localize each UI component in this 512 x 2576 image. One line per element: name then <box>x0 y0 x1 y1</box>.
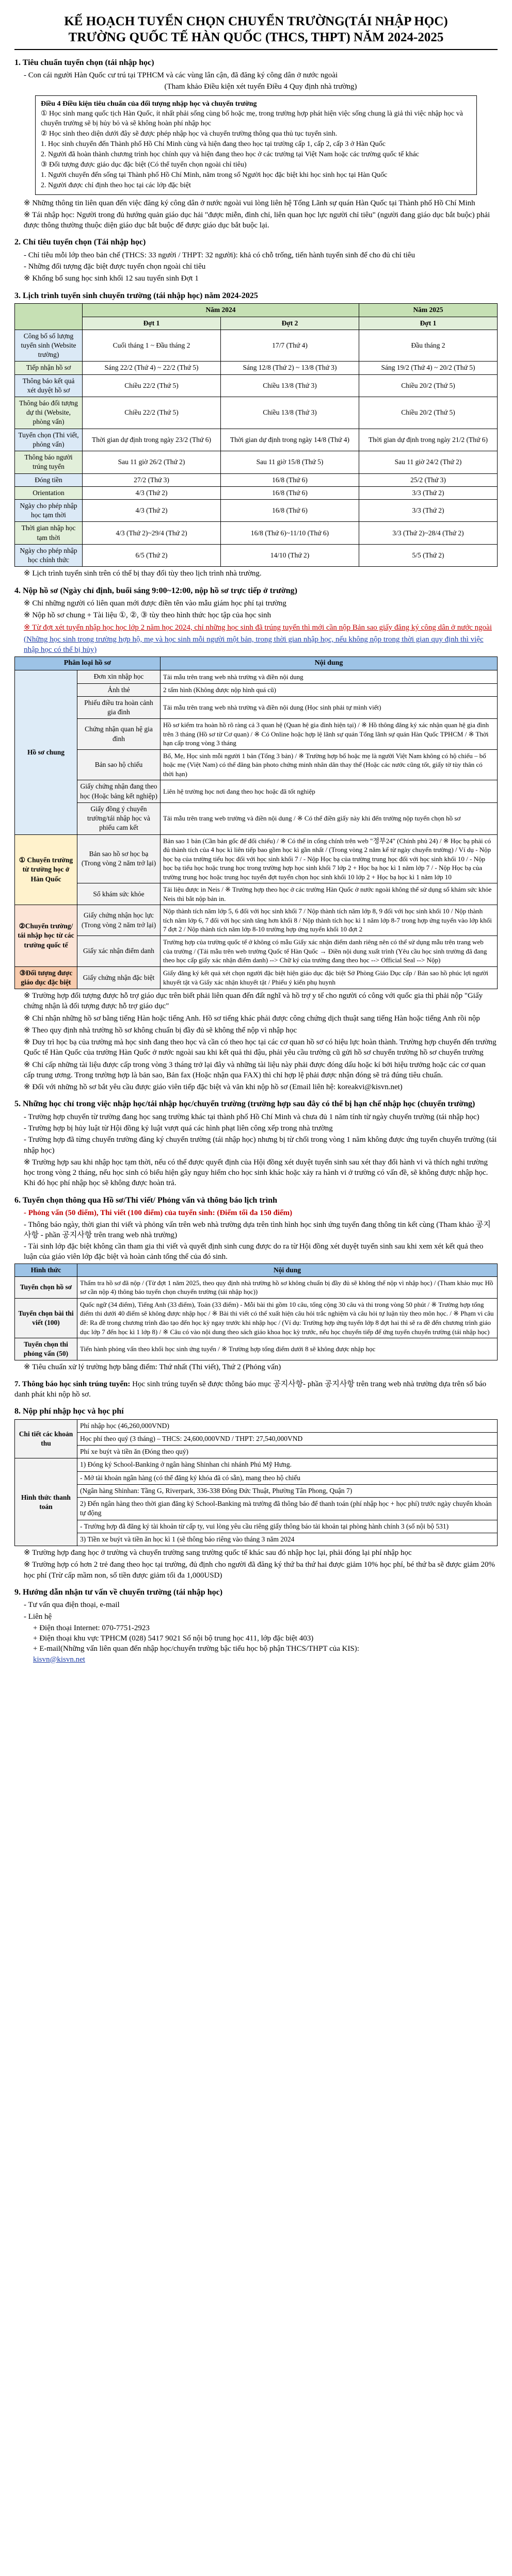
fee-line: Phí xe buýt và tiền ăn (Đóng theo quý) <box>77 1446 498 1458</box>
selection-content: Thẩm tra hồ sơ đã nộp / (Từ đợt 1 năm 2025, theo quy định nhà trường hồ sơ không chuẩn bị đầy đủ sẽ không thể nộp vì nhập học) / (Tham khảo mục Hồ sơ cần nộp 4) thông báo tuyển chọn chuyển trường (tái nhập học)) <box>77 1276 498 1298</box>
documents-kind: Phiếu điều tra hoàn cảnh gia đình <box>77 696 161 718</box>
title-divider <box>14 49 498 50</box>
schedule-cell: 3/3 (Thứ 2) <box>359 500 498 522</box>
documents-content-text: Liên hệ trường học nơi đang theo học hoặc đã tốt nghiệp <box>163 787 315 795</box>
selection-row <box>15 1276 498 1298</box>
s4-note-1: ※ Chỉ những người có liên quan mới được điền tên vào mẫu giám học phí tại trường <box>24 599 286 608</box>
s1-line-1: - Con cái người Hàn Quốc cư trú tại TPHCM và các vùng lân cận, đã đăng ký công dân ở nước ngoài <box>24 71 338 80</box>
schedule-cell: 5/5 (Thứ 2) <box>359 544 498 566</box>
schedule-cell: Thời gian dự định trong ngày 21/2 (Thứ 6) <box>359 429 498 451</box>
contact-email-link[interactable]: kisvn@kisvn.net <box>33 1655 85 1664</box>
documents-group-label: ③Đối tượng được giáo dục đặc biệt <box>15 966 77 989</box>
documents-content-text: 2 tấm hình (Không được nộp hình quá cũ) <box>163 685 276 694</box>
s4-footnote: ※ Chỉ cấp những tài liệu được cấp trong vòng 3 tháng trở lại đây và những tài liệu này phải được đóng dấu hoặc kí bởi hiệu trưởng hoặc các cơ quan cấp trung ương. Trong trường hợp là bản sao, Bản fax (Hoặc nhận qua FAX) thì chỉ hợp lệ phải được nhận đóng sẽ trả đúng tiêu chuẩn. <box>24 1060 486 1079</box>
schedule-cell: 25/2 (Thứ 3) <box>359 473 498 486</box>
documents-content <box>161 696 498 718</box>
schedule-table <box>14 303 498 567</box>
documents-kind: Đơn xin nhập học <box>77 670 161 683</box>
fee-row <box>15 1520 498 1533</box>
documents-content <box>161 670 498 683</box>
fee-line: 3) Tiền xe buýt và tiền ăn học kì 1 (sẽ thông báo riêng vào tháng 3 năm 2024 <box>77 1533 498 1546</box>
fee-row <box>15 1419 498 1432</box>
s5-line: - Trường hợp chuyển từ trường đang học sang trường khác tại thành phố Hồ Chí Minh và chưa đủ 1 năm tính từ ngày chuyển trường (tái nhập học) <box>24 1112 479 1121</box>
s4-footnote: ※ Theo quy định nhà trường hồ sơ không chuẩn bị đầy đủ sẽ không thể nộp vì nhập học <box>24 1026 297 1035</box>
section-7-heading: 7. Thông báo học sinh trúng tuyển: <box>14 1380 131 1388</box>
section-9-heading: 9. Hướng dẫn nhận tư vấn về chuyển trường (tái nhập học) <box>14 1587 223 1597</box>
s6-note: ※ Tiêu chuẩn xử lý trường hợp bằng điểm: Thứ nhất (Thi viết), Thứ 2 (Phỏng vấn) <box>24 1363 281 1372</box>
schedule-year-2024: Năm 2024 <box>83 304 359 317</box>
schedule-row-header: Ngày cho phép nhập học chính thức <box>15 544 83 566</box>
documents-kind: Giấy chứng nhận học lực (Trong vòng 2 năm trở lại) <box>77 905 161 936</box>
schedule-row-header: Đóng tiền <box>15 473 83 486</box>
schedule-corner <box>15 304 83 330</box>
regulation-line: ③ Đối tượng được giáo dục đặc biệt (Có thể tuyển chọn ngoài chỉ tiêu) <box>41 160 247 169</box>
documents-content-text: Tải mẫu trên trang web trường và điền nội dung / ※ Có thể điền giấy này khi đến trường nộp tuyển chọn hồ sơ <box>163 814 461 823</box>
documents-row <box>15 780 498 802</box>
regulation-line: 2. Người được chỉ định theo học tại các lớp đặc biệt <box>41 181 191 189</box>
documents-content-text: Hồ sơ kiểm tra hoàn hồ rõ ràng cả 3 quan hệ (Quan hệ gia đình hiện tại) / ※ Hồ thông đăng ký xác nhận quan hệ gia đình trên 3 tháng (Hồ sơ từ Cơ quan) / ※ Có Online hoặc hợp lệ lãnh sự quán Tổng lãnh sự quán Hàn Quốc TPHCM / ※ Thời hạn cấp trong vòng 3 tháng <box>163 721 489 747</box>
schedule-cell: Chiều 22/2 (Thứ 5) <box>83 374 221 397</box>
schedule-cell: Thời gian dự định trong ngày 23/2 (Thứ 6) <box>83 429 221 451</box>
selection-row <box>15 1298 498 1338</box>
fee-row <box>15 1498 498 1520</box>
documents-content-text: Nộp thành tích năm lớp 5, 6 đối với học sinh khối 7 / Nộp thành tích năm lớp 8, 9 đối với học sinh khối 10 / Nộp thành tích năm lớp 6, 7 đối với học sinh tăng hơn khối 8 / Nộp thành tích học kì 1 năm lớp 8-7 trong hợp ứng tuyển vào lớp khối 7 đợt 2 / Nộp thành tích năm lớp 8-10 trường hợp ứng tuyển khối 10 đợt 2 <box>163 907 492 933</box>
section-4-heading: 4. Nộp hồ sơ (Ngày chỉ định, buổi sáng 9:00~12:00, nộp hồ sơ trực tiếp ở trường) <box>14 586 297 595</box>
s6-line-1: - Thông báo ngày, thời gian thi viết và phỏng vấn trên web nhà trường dựa trên tình hình học sinh ứng tuyển đang thông tin kết cùng (Tham khảo 공지사항 - phần 공지사항 trên trang web nhà trường) <box>24 1220 491 1239</box>
schedule-cell: Đầu tháng 2 <box>359 330 498 362</box>
documents-content <box>161 802 498 834</box>
s6-score-line: - Phỏng vấn (50 điểm), Thi viết (100 điểm) của tuyển sinh: (Điểm tối đa 150 điểm) <box>24 1209 293 1218</box>
documents-content-text: Tải liệu được in Neis / ※ Trường hợp theo học ở các trường Hàn Quốc ở nước ngoài không thể sử dụng sổ khám sức khỏe Neis thì bắt nộp bản in. <box>163 885 492 903</box>
s2-note: ※ Khống bổ sung học sinh khối 12 sau tuyển sinh Đợt 1 <box>24 274 199 283</box>
fee-row <box>15 1446 498 1458</box>
documents-content-text: Bản sao 1 bản (Cần bản gốc để đối chiếu) / ※ Có thể in cổng chính trên web "정부24" (Chính phủ 24) / ※ Học bạ phải có đủ thành tích của 4 học kì liên tiếp bao gồm học kì gần nhất / (Trong vòng 2 năm kể từ ngày chuyển trường) / Ví dụ - Nộp học bạ của trường tiểu học đối với học sinh khối 7 / - Nộp Học bạ của trường trung học đối với học sinh khối 10 / - Nộp học bạ tiểu học hoặc trung học trong trường hợp học sinh khối 7 lớp 2 + Học bạ học kì 1 năm lớp 7 / - Nộp Học bạ của trường trung học hoặc trung học tuyển đợt tuyển chọn học sinh khối 10 lớp 2 + Học bạ học kì 1 năm lớp 10 <box>163 836 491 881</box>
s4-footnote: ※ Đối với những hồ sơ bắt yêu cầu được giáo viên tiếp đặc biệt và văn khi nộp hồ sơ (Email liên hệ: koreakvi@kisvn.net) <box>24 1083 403 1092</box>
title-line-1: KẾ HOẠCH TUYỂN CHỌN CHUYỂN TRƯỜNG(TÁI NHẬP HỌC) <box>64 14 448 28</box>
schedule-cell: 4/3 (Thứ 2) <box>83 486 221 499</box>
s1-note-2: ※ Tái nhập học: Người trong đủ hướng quản giáo dục hải "được miễn, đình chỉ, liên quan học lực người chỉ tiêu" (người đang giáo dục bắt buộc) phải được thông thường thuộc diện giáo dục bắt buộc để được giáo dục bắt buộc lại. <box>24 210 490 230</box>
documents-content <box>161 683 498 696</box>
schedule-row <box>15 544 498 566</box>
selection-form: Tuyển chọn thi phỏng vấn (50) <box>15 1338 77 1360</box>
section-7 <box>14 1379 498 1400</box>
documents-group-label: ②Chuyển trường/ tái nhập học từ các trường quốc tế <box>15 905 77 966</box>
documents-content <box>161 936 498 967</box>
schedule-cell: Chiều 13/8 (Thứ 3) <box>221 397 359 429</box>
documents-kind: Chứng nhận quan hệ gia đình <box>77 719 161 750</box>
contact-line: + Điện thoại Internet: 070-7751-2923 <box>33 1623 150 1632</box>
documents-kind: Giấy chứng nhận đang theo học (Hoặc bảng kết nghiệp) <box>77 780 161 802</box>
fee-row <box>15 1484 498 1497</box>
schedule-row-header: Orientation <box>15 486 83 499</box>
documents-row <box>15 802 498 834</box>
schedule-cell: Chiều 22/2 (Thứ 5) <box>83 397 221 429</box>
schedule-cell: Sáng 22/2 (Thứ 4) ~ 22/2 (Thứ 5) <box>83 362 221 374</box>
documents-content <box>161 719 498 750</box>
s8-note: ※ Trường hợp có hơn 2 trẻ đang theo học tại trường, đủ định cho người đã đăng ký thứ ba thứ hai được giảm 10% học phí, bé thứ ba sẽ được giảm 20% học phí (Trừ cấp mầm non, số tiền được giảm tối đa 1,000USD) <box>24 1561 495 1580</box>
s4-footnote: ※ Trường hợp đối tượng được hỗ trợ giáo dục trên biết phải liên quan đến đất nghĩ và hồ trợ y tế cho người có công với quốc gia thì phải nộp "Giấy chứng nhận là đối tượng được hỗ trợ giáo dục" <box>24 992 483 1011</box>
schedule-cell: Thời gian dự định trong ngày 14/8 (Thứ 4) <box>221 429 359 451</box>
schedule-cell: 3/3 (Thứ 2)~28/4 (Thứ 2) <box>359 522 498 544</box>
documents-content <box>161 780 498 802</box>
selection-content-header: Nội dung <box>77 1264 498 1276</box>
schedule-cell: Cuối tháng 1 ~ Đầu tháng 2 <box>83 330 221 362</box>
schedule-cell: 14/10 (Thứ 2) <box>221 544 359 566</box>
documents-row <box>15 719 498 750</box>
s4-red-note: ※ Từ đợt xét tuyển nhập học học lớp 2 năm học 2024, chỉ những học sinh đã trúng tuyển thì mới cần nộp Bản sao giấy đăng ký công dân ở nước ngoài <box>24 623 492 632</box>
documents-content-text: Tải mẫu trên trang web nhà trường và điền nội dung (Học sinh phải tự mình viết) <box>163 703 381 712</box>
s9-line-2: - Liên hệ <box>24 1612 52 1621</box>
section-8-heading: 8. Nộp phí nhập học và học phí <box>14 1407 124 1416</box>
section-3-heading: 3. Lịch trình tuyển sinh chuyển trường (tái nhập học) năm 2024-2025 <box>14 291 258 300</box>
documents-row <box>15 936 498 967</box>
s4-footnote: ※ Duy trì học bạ của trường mà học sinh đang theo học và cần có theo học tại các cơ quan hồ sơ có hiệu lực hoàn thành. Trường hợp chuyển đến trường Quốc tế Hàn Quốc của trường Hàn Quốc ở nước ngoài sau khi kết quả thi đậu, phải yêu cầu trường cũ gửi hồ sơ chuyển trường hồ sơ chuyển trường <box>24 1038 497 1057</box>
regulation-line: ① Học sinh mang quốc tịch Hàn Quốc, ít nhất phải sống cùng bố hoặc mẹ, trong trường hợp phát hiện việc sống chung là giả thì việc nhập học và chuyển trường sẽ bị hủy bỏ và sẽ không hoàn phí nhập học <box>41 110 463 128</box>
s1-note-1: ※ Những thông tin liên quan đến việc đăng ký công dân ở nước ngoài vui lòng liên hệ Tổng Lãnh sự quán Hàn Quốc tại Thành phố Hồ Chí Minh <box>24 199 475 207</box>
schedule-row <box>15 522 498 544</box>
schedule-row <box>15 486 498 499</box>
schedule-round-1: Đợt 1 <box>83 317 221 330</box>
documents-kind: Giấy chứng nhận đặc biệt <box>77 966 161 989</box>
selection-row <box>15 1338 498 1360</box>
documents-kind: Giấy đồng ý chuyển trường/tái nhập học và phiếu cam kết <box>77 802 161 834</box>
schedule-cell: 6/5 (Thứ 2) <box>83 544 221 566</box>
fee-line: 1) Đóng ký School-Banking ở ngân hàng Shinhan chi nhánh Phú Mỹ Hưng. <box>77 1458 498 1471</box>
regulation-line: 1. Học sinh chuyển đến Thành phố Hồ Chí Minh cùng và hiện đang theo học tại trường cấp 1, cấp 2, cấp 3 ở Hàn Quốc <box>41 140 386 149</box>
fee-line: Phí nhập học (46,260,000VND) <box>77 1419 498 1432</box>
documents-kind: Sổ khám sức khỏe <box>77 883 161 905</box>
schedule-cell: 3/3 (Thứ 2) <box>359 486 498 499</box>
schedule-row <box>15 451 498 473</box>
schedule-cell: 17/7 (Thứ 4) <box>221 330 359 362</box>
documents-kind: Giấy xác nhận điểm danh <box>77 936 161 967</box>
regulation-title: Điều 4 Điều kiện tiêu chuẩn của đối tượng nhập học và chuyển trường <box>41 100 257 108</box>
documents-row <box>15 670 498 683</box>
documents-kind: Bản sao hồ sơ học bạ (Trong vòng 2 năm trở lại) <box>77 834 161 883</box>
section-1-heading: 1. Tiêu chuẩn tuyển chọn (tái nhập học) <box>14 58 154 67</box>
regulation-line: ② Học sinh theo diện dưới đây sẽ được phép nhập học và chuyển trường thông qua thủ tục tuyển sinh. <box>41 130 338 138</box>
fee-line: (Ngân hàng Shinhan: Tầng G, Riverpark, 336-338 Đông Đức Thuật, Phường Tân Phong, Quận 7) <box>77 1484 498 1497</box>
documents-content-text: Bố, Mẹ, Học sinh mỗi người 1 bản (Tổng 3 bản) / ※ Trường hợp bố hoặc mẹ là người Việt Nam không có hộ chiếu – bố hoặc mẹ (Việt Nam) có thể đăng bản photo chứng minh nhân dân thay thế (Hoặc các nước cũng tốt, giấy tờ tùy thân có thời hạn) <box>163 751 486 778</box>
regulation-box <box>35 95 477 195</box>
schedule-cell: Sáng 12/8 (Thứ 2) ~ 13/8 (Thứ 3) <box>221 362 359 374</box>
documents-group-label: ① Chuyển trường từ trường học ở Hàn Quốc <box>15 834 77 905</box>
fee-row <box>15 1433 498 1446</box>
s1-line-2: (Tham khảo Điều kiện xét tuyển Điều 4 Quy định nhà trường) <box>164 83 357 91</box>
schedule-row <box>15 429 498 451</box>
documents-row <box>15 834 498 883</box>
schedule-cell: Chiều 13/8 (Thứ 3) <box>221 374 359 397</box>
section-2-heading: 2. Chỉ tiêu tuyển chọn (Tái nhập học) <box>14 238 146 247</box>
documents-row <box>15 683 498 696</box>
fee-row <box>15 1458 498 1471</box>
schedule-row <box>15 500 498 522</box>
schedule-cell: 16/8 (Thứ 6)~11/10 (Thứ 6) <box>221 522 359 544</box>
fee-line: - Trường hợp đã đăng ký tài khoản từ cấp ty, vui lòng yêu cầu riêng giấy thông báo tài khoản tại phòng hành chính 3 (số nội bộ 531) <box>77 1520 498 1533</box>
s4-footnote: ※ Chỉ nhận những hồ sơ bằng tiếng Hàn hoặc tiếng Anh. Hồ sơ tiếng khác phải được công chứng dịch thuật sang tiếng Hàn hoặc tiếng Anh rồi nộp <box>24 1014 480 1023</box>
selection-form: Tuyển chọn bài thi viết (100) <box>15 1298 77 1338</box>
title-line-2: TRƯỜNG QUỐC TẾ HÀN QUỐC (THCS, THPT) NĂM 2024-2025 <box>68 30 444 45</box>
documents-row <box>15 905 498 936</box>
documents-kind: Bản sao hộ chiếu <box>77 749 161 780</box>
s6-line-2: - Tài sinh lớp đặc biệt không cần tham gia thi viết và quyết định sinh cung được do ra từ Hội đồng xét duyệt tuyển sinh sau khi xem xét kết quả theo luận của giáo viên lớp đặc biệt và hoàn cảnh tổng thể của đó sinh. <box>24 1242 484 1261</box>
section-7-text: Học sinh trúng tuyển sẽ được thông báo mục 공지사항- phần 공지사항 trên trang web nhà trường dựa trên số báo danh phát khi nộp hồ sơ. <box>14 1380 487 1399</box>
schedule-cell: Chiều 20/2 (Thứ 5) <box>359 374 498 397</box>
schedule-cell: 27/2 (Thứ 3) <box>83 473 221 486</box>
s8-note: ※ Trường hợp đang học ở trường và chuyển trường sang trường quốc tế khác sau đó nhập học lại, phải đóng lại phí nhập học <box>24 1549 412 1557</box>
schedule-cell: Sau 11 giờ 24/2 (Thứ 2) <box>359 451 498 473</box>
page-title <box>14 13 498 46</box>
schedule-row-header: Thông báo người trúng tuyển <box>15 451 83 473</box>
section-6-heading: 6. Tuyển chọn thông qua Hồ sơ/Thi viết/ Phỏng vấn và thông báo lịch trình <box>14 1195 277 1205</box>
regulation-line: 1. Người chuyển đến sống tại Thành phố Hồ Chí Minh, năm trong số Người học đặc biệt khi học sinh học tại Hàn Quốc <box>41 171 388 179</box>
s9-line-1: - Tư vấn qua điện thoại, e-mail <box>24 1601 120 1610</box>
schedule-row <box>15 362 498 374</box>
documents-content-text: Giấy đăng ký kết quả xét chọn người đặc biệt hiện giáo dục đặc biệt Sở Phòng Giáo Dục cấp / Bản sao hồ phúc lợi người khuyết tật và Giấy xác nhận khuyết tật / Phiếu ý kiến phụ huynh <box>163 969 489 986</box>
schedule-cell: 4/3 (Thứ 2)~29/4 (Thứ 2) <box>83 522 221 544</box>
schedule-row-header: Thông báo kết quả xét duyệt hồ sơ <box>15 374 83 397</box>
documents-content <box>161 883 498 905</box>
schedule-cell: Sau 11 giờ 15/8 (Thứ 5) <box>221 451 359 473</box>
fee-line: - Mở tài khoản ngân hàng (có thể đăng ký khóa đã có sẵn), mang theo hộ chiếu <box>77 1471 498 1484</box>
documents-group-label: Hồ sơ chung <box>15 670 77 834</box>
schedule-row-header: Thời gian nhập học tạm thời <box>15 522 83 544</box>
documents-content <box>161 905 498 936</box>
schedule-row <box>15 374 498 397</box>
schedule-cell: 16/8 (Thứ 6) <box>221 486 359 499</box>
s5-line: ※ Trường hợp sau khi nhập học tạm thời, nếu có thể được quyết định của Hội đồng xét duyệt tuyển sinh sau xét thay đổi hành vi và thích nghi trường học trong vòng 2 tháng, nếu học sinh có biểu hiện gây nguy hiểm cho học sinh khác hoặc xảy ra hành vi ở trường có vấn đề, sẽ không được nhập học. Khi đó học phí nhập học sẽ không được hoàn trả. <box>24 1158 488 1188</box>
schedule-cell: 4/3 (Thứ 2) <box>83 500 221 522</box>
schedule-round-2025-1: Đợt 1 <box>359 317 498 330</box>
fee-line: Học phí theo quý (3 tháng) – THCS: 24,600,000VND / THPT: 27,540,000VND <box>77 1433 498 1446</box>
schedule-round-2: Đợt 2 <box>221 317 359 330</box>
s3-note: ※ Lịch trình tuyển sinh trên có thể bị thay đổi tùy theo lịch trình nhà trường. <box>24 569 262 578</box>
fee-line: 2) Đến ngân hàng theo thời gian đăng ký School-Banking mà trường đã thông báo để thanh toán (phí nhập học + học phí) trước ngày chuyển khoản tự động <box>77 1498 498 1520</box>
s2-line-1: - Chỉ tiêu mỗi lớp theo bản chế (THCS: 33 người / THPT: 32 người): khả có chỗ trống, tiến hành tuyển sinh để cho đủ chỉ tiêu <box>24 251 415 259</box>
documents-content <box>161 749 498 780</box>
schedule-cell: Chiều 20/2 (Thứ 5) <box>359 397 498 429</box>
schedule-year-2025: Năm 2025 <box>359 304 498 317</box>
documents-kind: Ảnh thẻ <box>77 683 161 696</box>
selection-content: Tiến hành phỏng vấn theo khối học sinh ứng tuyển / ※ Trường hợp tổng điểm dưới 8 sẽ không được nhập học <box>77 1338 498 1360</box>
schedule-row-header: Thông báo đối tượng dự thi (Website, phòng vấn) <box>15 397 83 429</box>
documents-content-text: Trường hợp của trường quốc tế ở không có mẫu Giấy xác nhận điểm danh riêng nên có thể sử dụng mẫu trên trang web của trường / (Tải mẫu trên web trường Quốc tế Hàn Quốc → Điền nội dung xuất trình (Yêu cầu học sinh trường đã đang theo học cấp giấy xác nhận điểm danh) --> Chữ ký của trường đang theo học --> Official Seal --> Nộp) <box>163 938 487 964</box>
s4-note-2: ※ Nộp hồ sơ chung + Tài liệu ①, ②, ③ tùy theo hình thức học tập của học sinh <box>24 611 271 620</box>
regulation-line: 2. Người đã hoàn thành chương trình học chính quy và hiện đang theo học ở các trường tại Việt Nam hoặc các trường quốc tế khác <box>41 151 419 159</box>
schedule-cell: 16/8 (Thứ 6) <box>221 473 359 486</box>
schedule-cell: Sau 11 giờ 26/2 (Thứ 2) <box>83 451 221 473</box>
s5-line: - Trường hợp đã từng chuyển trường đăng ký chuyển trường (tái nhập học) nhưng bị từ chối trong vòng 1 năm không được ứng tuyển chuyển trường (tái nhập học) <box>24 1136 497 1155</box>
schedule-cell: 16/8 (Thứ 6) <box>221 500 359 522</box>
schedule-row-header: Tuyển chọn (Thi viết, phỏng vấn) <box>15 429 83 451</box>
selection-content: Quốc ngữ (34 điểm), Tiếng Anh (33 điểm), Toán (33 điểm) - Mỗi bài thi gồm 10 câu, tổng cộng 30 câu và thi trong vòng 50 phút / ※ Trường hợp tổng điểm thi dưới 40 điểm sẽ không được nhập học / ※ Bài thi viết có thể xuất hiện câu hỏi trắc nghiệm và câu hỏi tự luận tùy theo môn học. / ※ Phạm vi câu đề: Ra đề trong chương trình đào tạo đến học kỳ ngay trước khi nhập học / (Ví dụ: Trường hợp ứng tuyển lớp 8 đợt hai thì sẽ ra đề đến chương trình giáo dục lớp 7 đến học kì 1 lớp 8) / ※ Câu có vào nội dung theo sách giáo khoa học kỳ trước, nếu học chuyển tiếp để ứng tuyển chuyển trường (tái nhập học) <box>77 1298 498 1338</box>
section-5-heading: 5. Những học chỉ trong việc nhập học/tái nhập học/chuyển trường (trường hợp sau đây có thể bị hạn chế nhập học (chuyển trường) <box>14 1100 475 1109</box>
documents-row <box>15 696 498 718</box>
schedule-row <box>15 397 498 429</box>
documents-row <box>15 749 498 780</box>
schedule-row-header: Công bố số lượng tuyển sinh (Website trường) <box>15 330 83 362</box>
fee-label: Chi tiết các khoản thu <box>15 1419 77 1458</box>
selection-form-header: Hình thức <box>15 1264 77 1276</box>
fee-label: Hình thức thanh toán <box>15 1458 77 1546</box>
s2-line-2: - Những đối tượng đặc biệt được tuyển chọn ngoài chỉ tiêu <box>24 262 206 271</box>
schedule-row-header: Tiếp nhận hồ sơ <box>15 362 83 374</box>
s4-blue-note: (Những học sinh trong trường hợp hộ, mẹ và học sinh mỗi người một bản, trong thời gian nhập học, nếu không nộp trong thời gian quy định thì việc nhập học có thể bị hủy) <box>24 635 484 654</box>
documents-row <box>15 966 498 989</box>
documents-table <box>14 657 498 989</box>
schedule-row <box>15 473 498 486</box>
contact-line: + Điện thoại khu vực TPHCM (028) 5417 9021 Số nội bộ trung học 411, lớp đặc biệt 403) <box>33 1634 314 1643</box>
documents-content-text: Tải mẫu trên trang web nhà trường và điền nội dung <box>163 672 303 681</box>
schedule-row <box>15 330 498 362</box>
fee-table <box>14 1419 498 1546</box>
selection-table <box>14 1264 498 1361</box>
documents-content <box>161 834 498 883</box>
documents-kind-header: Phân loại hồ sơ <box>15 657 161 670</box>
documents-content-header: Nội dung <box>161 657 498 670</box>
schedule-cell: Sáng 19/2 (Thứ 4) ~ 20/2 (Thứ 5) <box>359 362 498 374</box>
fee-row <box>15 1471 498 1484</box>
contact-line: + E-mail(Những vấn liên quan đến nhập học/chuyển trường bậc tiểu học bộ phận THCS/THPT của KIS): <box>33 1645 359 1653</box>
documents-row <box>15 883 498 905</box>
schedule-row-header: Ngày cho phép nhập học tạm thời <box>15 500 83 522</box>
documents-content <box>161 966 498 989</box>
selection-form: Tuyển chọn hồ sơ <box>15 1276 77 1298</box>
s5-line: - Trường hợp bị hủy luật từ Hội đồng kỷ luật vượt quá các hình phạt liên công xếp trong nhà trường <box>24 1124 333 1133</box>
fee-row <box>15 1533 498 1546</box>
